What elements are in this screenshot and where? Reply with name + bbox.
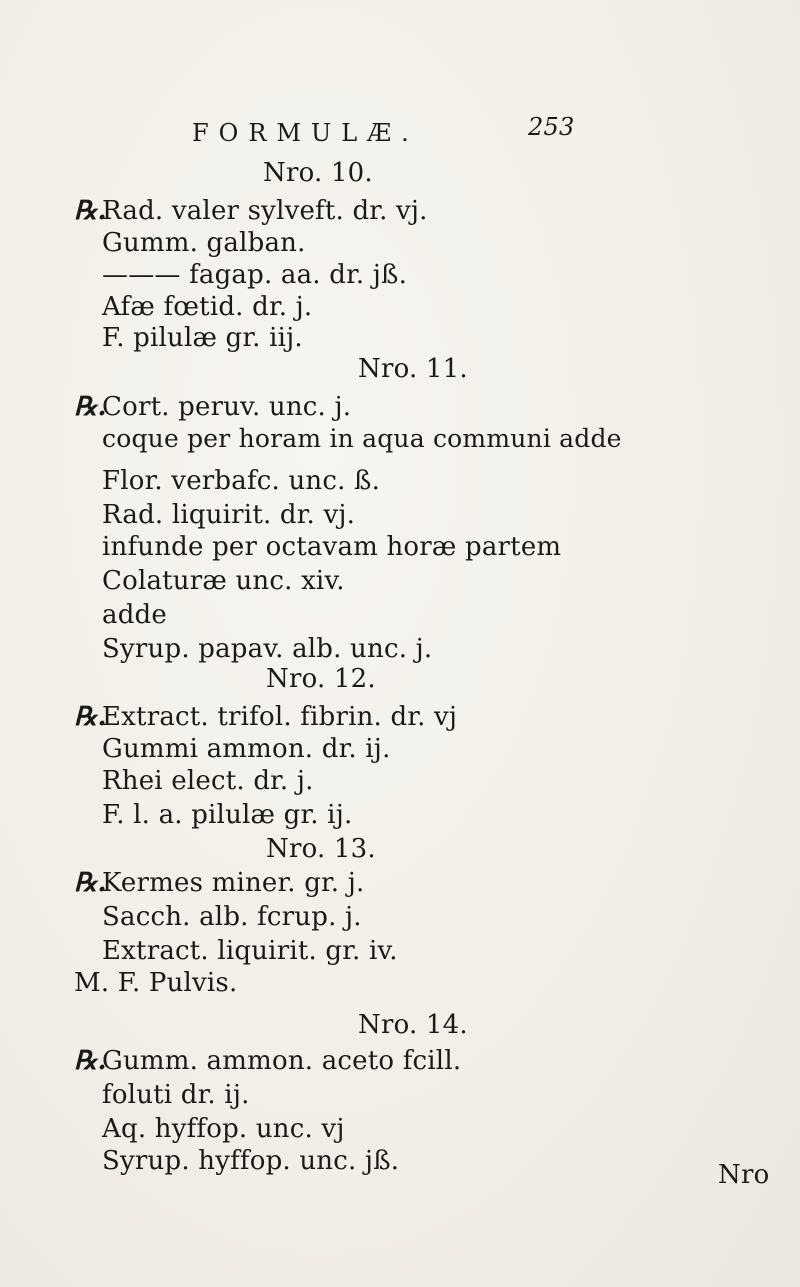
recipe-line: Extract. liquirit. gr. iv. bbox=[102, 936, 398, 966]
recipe-line: F. l. a. pilulæ gr. ij. bbox=[102, 800, 353, 830]
recipe-line: ℞.Extract. trifol. fibrin. dr. vj bbox=[74, 702, 458, 732]
recipe-line: Syrup. papav. alb. unc. j. bbox=[102, 634, 433, 664]
recipe-symbol-icon: ℞. bbox=[74, 196, 107, 226]
recipe-line: Afæ fœtid. dr. j. bbox=[102, 292, 313, 322]
recipe-symbol-icon: ℞. bbox=[74, 702, 107, 732]
section-heading-nro-11: Nro. 11. bbox=[358, 354, 468, 384]
section-heading-nro-10: Nro. 10. bbox=[263, 158, 373, 188]
recipe-symbol-icon: ℞. bbox=[74, 868, 107, 898]
recipe-line: Aq. hyffop. unc. vj bbox=[102, 1114, 345, 1144]
recipe-line: Gumm. galban. bbox=[102, 228, 306, 258]
running-head-title: FORMULÆ. bbox=[192, 119, 419, 147]
recipe-line: Syrup. hyffop. unc. jß. bbox=[102, 1146, 400, 1176]
recipe-line: Sacch. alb. fcrup. j. bbox=[102, 902, 362, 932]
recipe-line: F. pilulæ gr. iij. bbox=[102, 323, 303, 353]
recipe-line: ℞.Gumm. ammon. aceto fcill. bbox=[74, 1046, 462, 1076]
recipe-line: adde bbox=[102, 600, 167, 630]
catchword: Nro bbox=[718, 1160, 770, 1190]
recipe-line: ℞.Rad. valer sylveft. dr. vj. bbox=[74, 196, 428, 226]
recipe-line: Colaturæ unc. xiv. bbox=[102, 566, 345, 596]
recipe-line: M. F. Pulvis. bbox=[74, 968, 238, 998]
recipe-line: coque per horam in aqua communi adde bbox=[102, 424, 622, 453]
section-heading-nro-14: Nro. 14. bbox=[358, 1010, 468, 1040]
recipe-line: Gummi ammon. dr. ij. bbox=[102, 734, 391, 764]
recipe-line: ℞.Cort. peruv. unc. j. bbox=[74, 392, 352, 422]
recipe-line: ℞.Kermes miner. gr. j. bbox=[74, 868, 365, 898]
section-heading-nro-12: Nro. 12. bbox=[266, 664, 376, 694]
recipe-symbol-icon: ℞. bbox=[74, 392, 107, 422]
recipe-line: Rad. liquirit. dr. vj. bbox=[102, 500, 356, 530]
page-number: 253 bbox=[528, 113, 575, 141]
recipe-line: foluti dr. ij. bbox=[102, 1080, 250, 1110]
section-heading-nro-13: Nro. 13. bbox=[266, 834, 376, 864]
recipe-line: Rhei elect. dr. j. bbox=[102, 766, 314, 796]
recipe-line: infunde per octavam horæ partem bbox=[102, 532, 562, 562]
recipe-line: ——— fagap. aa. dr. jß. bbox=[102, 260, 408, 290]
recipe-line: Flor. verbafc. unc. ß. bbox=[102, 466, 381, 496]
recipe-symbol-icon: ℞. bbox=[74, 1046, 107, 1076]
